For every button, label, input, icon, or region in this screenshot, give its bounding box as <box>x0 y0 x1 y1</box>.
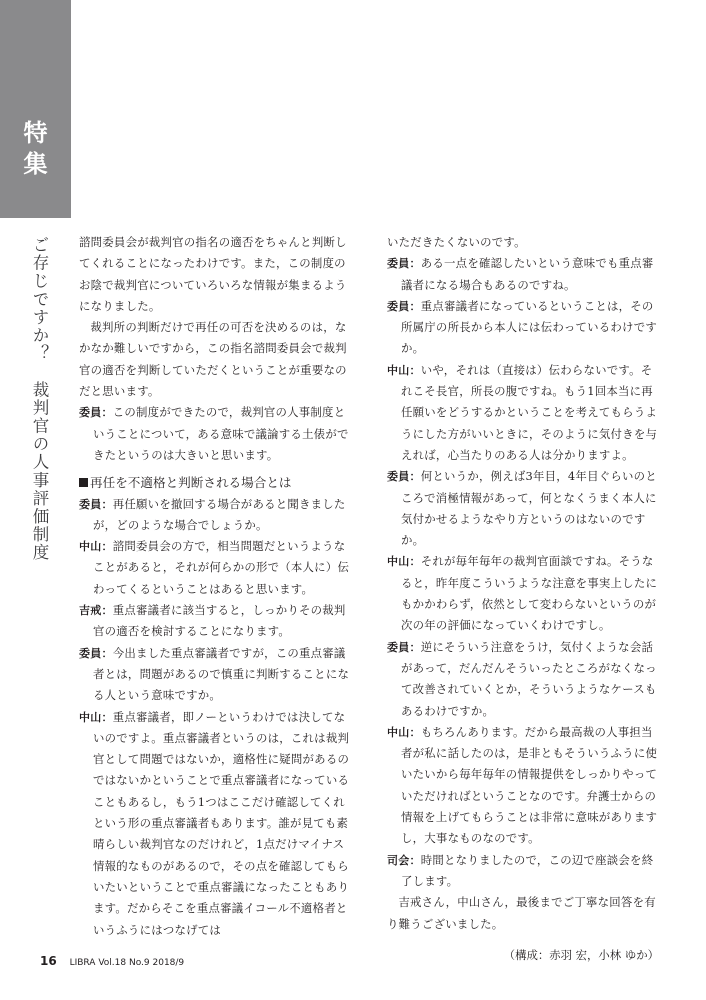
speaker-name: 吉戒 <box>79 604 102 618</box>
speaker-colon: ： <box>409 257 421 271</box>
speaker-name: 委員 <box>79 406 102 420</box>
speech-paragraph <box>387 850 659 893</box>
speech-text: 諮問委員会の方で，相当問題だというようなことがあると，それが何らかの形で（本人に）伝わってくるということはあると思います。 <box>93 539 350 596</box>
body-paragraph: 裁判所の判断だけで再任の可否を決めるのは，なかなか難しいですから，この指名諮問委員会で裁判官の適否を判断していただくということが重要なのだと思います。 <box>79 320 347 399</box>
speech-paragraph <box>387 722 659 850</box>
page-footer <box>40 954 184 968</box>
speaker-colon: ： <box>409 853 421 867</box>
speaker-name: 中山 <box>387 363 410 377</box>
speech-paragraph <box>387 296 659 360</box>
speaker-colon: ： <box>101 604 113 618</box>
section-tab-char: 特 <box>23 119 48 147</box>
speech-paragraph <box>387 253 659 296</box>
speech-text: それが毎年毎年の裁判官面談ですね。そうなると，昨年度こういうような注意を事実上したにもかかわらず，依然として変わらないというのが次の年の評価になっていくわけですし。 <box>401 554 658 633</box>
speech-text: 再任願いを撤回する場合があると聞きましたが，どのような場合でしょうか。 <box>93 496 346 532</box>
speech-paragraph <box>387 466 659 551</box>
body-paragraph: 吉戒さん，中山さん，最後までご丁寧な回答を有り難うございました。 <box>387 895 656 931</box>
speech-text: 何というか，例えば3年目，4年目ぐらいのところで消極情報があって，何となくうまく本人に気付かせるようなやり方というのはないのですか。 <box>401 469 657 548</box>
speaker-colon: ： <box>101 646 113 660</box>
speech-text: 重点審議者になっているということは，その所属庁の所長から本人には伝わっているわけですか。 <box>401 298 657 356</box>
section-tab-label <box>0 118 71 180</box>
page-number: 16 <box>40 954 57 968</box>
left-text-column <box>79 232 354 941</box>
speaker-colon: ： <box>101 710 113 724</box>
speaker-colon: ： <box>409 640 421 654</box>
speech-text: この制度ができたので，裁判官の人事制度ということについて，ある意味で議論する土俵ができたというのは大きいと思います。 <box>93 405 349 462</box>
speech-text: 重点審議者，即ノーというわけでは決してないのですよ。重点審議者というのは，これは裁判官として問題ではないか，適格性に疑問があるのではないかということで重点審議者になっていることもあるし，もう1つはここだけ確認してくれという形の重点審議者もあります。誰が見ても素晴らしい裁判官なのだけれど，1点だけマイナス情報的なものがあるので，その点を確認してもらいたいということで重点審議になったこともあります。だからそこを重点審議イコール不適格者というふうにはつなげては <box>93 709 350 937</box>
publication-info: LIBRA Vol.18 No.9 2018/9 <box>69 958 185 968</box>
speaker-colon: ： <box>409 299 421 313</box>
speech-text: いや，それは（直接は）伝わらないです。それこそ長官，所長の腹ですね。もう1回本当に再任願いをどうするかということを考えてもらうようにした方がいいときに，そのように気付きを与えれば，心当たりのある人は分かりますよ。 <box>401 362 658 462</box>
speaker-colon: ： <box>101 406 113 420</box>
speaker-colon: ： <box>409 363 421 377</box>
speech-paragraph <box>79 494 354 537</box>
speech-paragraph <box>387 551 659 636</box>
right-text-column <box>387 232 659 966</box>
speaker-name: 中山 <box>387 555 410 569</box>
speech-paragraph <box>387 360 659 466</box>
speech-text: 逆にそういう注意をうけ，気付くような会話があって，だんだんそういったところがなくなって改善されていくとか，そういうようなケースもあるわけですか。 <box>401 639 657 718</box>
speaker-name: 委員 <box>387 299 410 313</box>
speech-paragraph <box>79 536 354 600</box>
heading-square-icon <box>79 478 88 487</box>
speaker-colon: ： <box>101 540 113 554</box>
body-paragraph: 諮問委員会が裁判官の指名の適否をちゃんと判断してくれることになったわけです。また，この制度のお陰で裁判官についていろいろな情報が集まるようになりました。 <box>79 235 347 313</box>
section-tab <box>0 0 71 218</box>
speaker-name: 委員 <box>79 497 102 511</box>
speech-paragraph <box>387 637 659 722</box>
body-paragraph: いただきたくないのです。 <box>387 235 526 249</box>
vertical-article-title: ご存じですか？ 裁判官の人事評価制度 <box>30 236 49 562</box>
speech-text: 時間となりましたので，この辺で座談会を終了します。 <box>401 852 654 888</box>
speaker-name: 中山 <box>79 540 102 554</box>
section-tab-char: 集 <box>23 150 48 178</box>
speech-text: もちろんあります。だから最高裁の人事担当者が私に話したのは，是非ともそういうふうに使いたいから毎年毎年の情報提供をしっかりやっていただければということなのです。弁護士からの情報を上げてもらうことは非常に意味がありますし，大事なものなのです。 <box>401 724 658 846</box>
speech-text: 今出ました重点審議者ですが，この重点審議者とは，問題があるので慎重に判断することになる人という意味ですか。 <box>93 645 350 703</box>
credit-line: （構成：赤羽 宏，小林 ゆか） <box>503 947 659 962</box>
speech-paragraph <box>79 643 354 707</box>
speaker-name: 委員 <box>387 470 410 484</box>
section-heading <box>79 472 354 493</box>
section-heading-text: 再任を不適格と判断される場合とは <box>90 475 292 491</box>
speech-paragraph <box>79 600 354 643</box>
speaker-name: 中山 <box>387 725 410 739</box>
speaker-name: 委員 <box>387 257 410 271</box>
speech-paragraph <box>79 707 354 941</box>
speaker-colon: ： <box>409 470 421 484</box>
speaker-colon: ： <box>101 497 113 511</box>
speech-text: ある一点を確認したいという意味でも重点審議者になる場合もあるのですね。 <box>401 256 654 292</box>
speaker-colon: ： <box>409 555 421 569</box>
speaker-name: 委員 <box>79 646 102 660</box>
speaker-name: 委員 <box>387 640 410 654</box>
speaker-name: 司会 <box>387 853 410 867</box>
speaker-name: 中山 <box>79 710 102 724</box>
speech-text: 重点審議者に該当すると，しっかりその裁判官の適否を検討することになります。 <box>93 603 346 639</box>
speech-paragraph <box>79 402 354 466</box>
speaker-colon: ： <box>409 725 421 739</box>
